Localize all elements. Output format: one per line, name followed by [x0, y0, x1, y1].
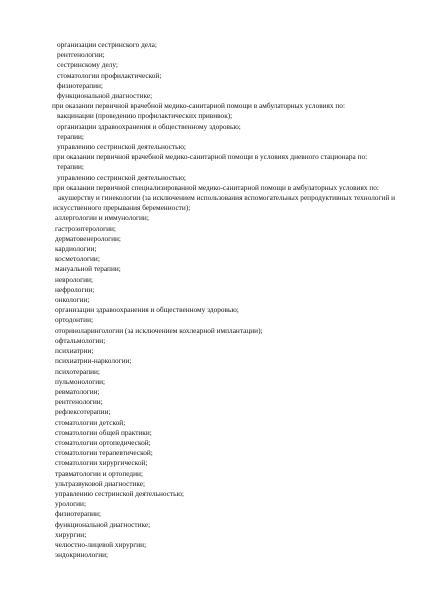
list-item: стоматологии профилактической;	[57, 70, 162, 80]
list-item: психиатрии;	[55, 346, 94, 356]
list-item: стоматологии общей практики;	[55, 427, 152, 437]
list-item: кардиологии;	[55, 244, 97, 254]
list-item: неврологии;	[55, 274, 93, 284]
list-item: психотерапии;	[55, 366, 100, 376]
list-item: вакцинации (проведению профилактических прививок);	[57, 111, 233, 121]
list-item: физиотерапии;	[55, 509, 101, 519]
list-item: стоматологии ортопедической;	[55, 437, 151, 447]
list-item: управлению сестринской деятельностью;	[55, 488, 184, 498]
list-item: терапии;	[57, 162, 84, 172]
section-heading: при оказании первичной врачебной медико-санитарной помощи в условиях дневного стационара по:	[53, 152, 368, 162]
list-item: нефрологии;	[55, 284, 95, 294]
list-item: офтальмологии;	[55, 335, 106, 345]
list-item: рентгенологии;	[57, 50, 105, 60]
list-item: челюстно-лицевой хирургии;	[55, 539, 147, 549]
list-item: психиатрии-наркологии;	[55, 356, 132, 366]
list-item: стоматологии терапевтической;	[55, 448, 153, 458]
list-item: ревматологии;	[55, 386, 100, 396]
list-item: организации здравоохранения и общественному здоровью;	[55, 305, 239, 315]
section-subheading: акушерству и гинекологии (за исключением использования вспомогательных репродуктивных технологий и искусственного прерывания беременности);	[53, 193, 396, 213]
list-item: гастроэнтерологии;	[55, 223, 116, 233]
list-item: управлению сестринской деятельностью;	[57, 142, 186, 152]
list-item: сестринскому делу;	[57, 60, 118, 70]
list-item: организации сестринского дела;	[57, 40, 157, 49]
list-item: рентгенологии;	[55, 397, 103, 407]
list-item: ультразвуковой диагностике;	[55, 478, 146, 488]
list-item: управлению сестринской деятельностью;	[57, 172, 186, 182]
list-item: мануальной терапии;	[55, 264, 121, 274]
section-heading: при оказании первичной специализированной медико-санитарной помощи в амбулаторных условиях по:	[53, 182, 379, 192]
list-item: терапии;	[57, 131, 84, 141]
list-item: оториноларингологии (за исключением кохлеарной имплантации);	[55, 325, 263, 335]
list-item: функциональной диагностике;	[57, 91, 153, 101]
list-item: дерматовенерологии;	[55, 233, 121, 243]
list-item: хирургии;	[55, 529, 87, 539]
list-item: стоматологии хирургической;	[55, 458, 148, 468]
list-item: физиотерапии;	[57, 80, 103, 90]
section-heading: при оказании первичной врачебной медико-санитарной помощи в амбулаторных условиях по:	[52, 101, 345, 111]
list-item: косметологии;	[55, 254, 100, 264]
list-item: аллергологии и иммунологии;	[55, 213, 149, 223]
list-item: организации здравоохранения и общественному здоровью;	[57, 121, 241, 131]
list-item: травматологии и ортопедии;	[55, 468, 143, 478]
list-item: ортодонтии;	[55, 315, 94, 325]
list-item: урологии;	[55, 499, 86, 509]
list-item: онкологии;	[55, 295, 90, 305]
list-item: эндокринологии;	[55, 550, 109, 560]
list-item: рефлексотерапии;	[55, 407, 111, 417]
list-item: пульмонологии;	[55, 376, 106, 386]
list-item: функциональной диагностике;	[55, 519, 151, 529]
list-item: стоматологии детской;	[55, 417, 126, 427]
